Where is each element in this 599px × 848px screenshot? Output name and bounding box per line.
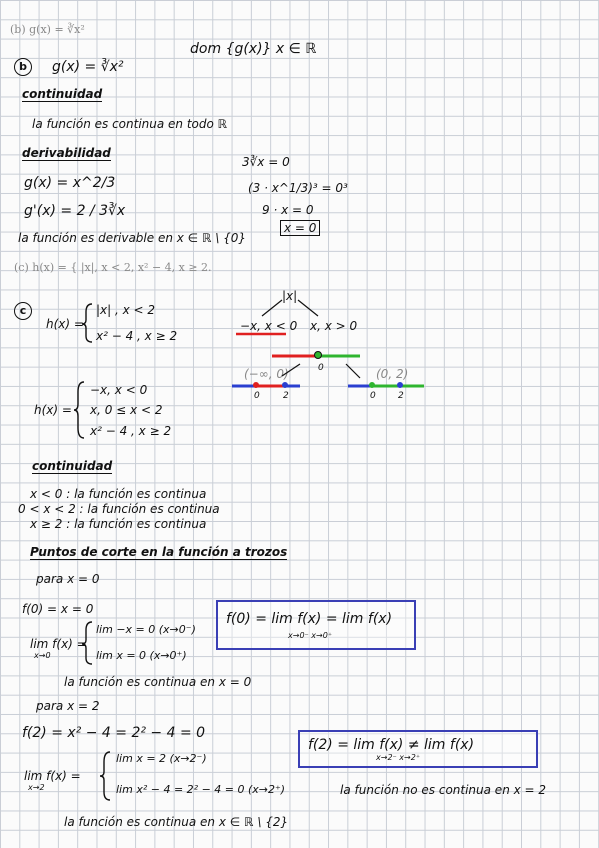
point-2-left — [282, 382, 288, 388]
lim-sub-2: x→2 — [28, 783, 45, 792]
lim-0-right: lim x = 0 (x→0⁺) — [96, 649, 187, 662]
h2-case-3: x² − 4 , x ≥ 2 — [90, 424, 172, 438]
lim-2-left: lim x = 2 (x→2⁻) — [116, 752, 207, 765]
point-2-right — [397, 382, 403, 388]
h2-case-2: x, 0 ≤ x < 2 — [90, 403, 163, 417]
abs-left-branch: −x, x < 0 — [240, 319, 298, 333]
abs-top-label: |x| — [282, 289, 298, 303]
continuity-case-2: 0 < x < 2 : la función es continua — [18, 502, 220, 516]
brace-h-def — [82, 304, 92, 342]
calc-line-4-boxed: x = 0 — [280, 222, 320, 234]
para-x0: para x = 0 — [36, 572, 100, 586]
continuity-heading-c: continuidad — [32, 459, 113, 473]
printed-part-c: (c) h(x) = { |x|, x < 2, x² − 4, x ≥ 2. — [14, 261, 212, 274]
h2-label: h(x) = — [34, 403, 72, 417]
box0-subscripts: x→0⁻ x→0⁺ — [288, 631, 333, 640]
continuous-at-0: la función es continua en x = 0 — [64, 675, 252, 689]
brace-lim-0 — [82, 622, 92, 664]
tick-0-left: 0 — [254, 391, 260, 401]
brace-lim-2 — [100, 752, 110, 800]
lim-sub-0: x→0 — [34, 651, 51, 660]
arrow-right — [298, 300, 318, 316]
box2-text: f(2) = lim f(x) ≠ lim f(x) — [308, 737, 475, 753]
cut-points-heading: Puntos de corte en la función a trozos — [30, 545, 288, 559]
tick-2-right: 2 — [398, 391, 404, 401]
lim-2-right: lim x² − 4 = 2² − 4 = 0 (x→2⁺) — [116, 783, 286, 796]
box2-subscripts: x→2⁻ x→2⁺ — [376, 753, 421, 762]
point-0-left — [253, 382, 259, 388]
not-continuous-at-2: la función no es continua en x = 2 — [340, 783, 547, 797]
part-b-marker: b — [14, 58, 32, 76]
domain-text: dom {g(x)} x ∈ ℝ — [190, 41, 317, 57]
final-conclusion: la función es continua en x ∈ ℝ \ {2} — [64, 815, 289, 829]
arrow-down-right — [346, 364, 360, 378]
abs-right-branch: x, x > 0 — [310, 319, 358, 333]
printed-part-b: (b) g(x) = ∛x² — [10, 23, 85, 36]
interval-left-label: (−∞, 0) — [244, 367, 289, 381]
calc-line-1: 3∛x = 0 — [242, 155, 290, 169]
tick-0-right: 0 — [370, 391, 376, 401]
g-function: g(x) = ∛x² — [52, 59, 124, 75]
f2-value: f(2) = x² − 4 = 2² − 4 = 0 — [22, 725, 206, 741]
calc-line-3: 9 · x = 0 — [262, 203, 314, 217]
box0-text: f(0) = lim f(x) = lim f(x) — [226, 611, 393, 627]
arrow-down-left — [282, 364, 300, 376]
para-x2: para x = 2 — [36, 699, 100, 713]
point-0-right — [369, 382, 375, 388]
point-0-top — [315, 352, 322, 359]
lim-label-0: lim f(x) = — [30, 637, 87, 651]
arrow-left — [262, 300, 282, 316]
h-label: h(x) = — [46, 317, 84, 331]
f0-value: f(0) = x = 0 — [22, 602, 94, 616]
lim-0-left: lim −x = 0 (x→0⁻) — [96, 623, 196, 636]
tick-0-top: 0 — [318, 363, 324, 373]
derivability-heading: derivabilidad — [22, 146, 111, 160]
h-case-2: x² − 4 , x ≥ 2 — [96, 329, 178, 343]
h2-case-1: −x, x < 0 — [90, 383, 148, 397]
calc-line-2: (3 · x^1/3)³ = 0³ — [248, 181, 348, 195]
interval-right-label: (0, 2) — [376, 367, 409, 381]
continuity-case-3: x ≥ 2 : la función es continua — [30, 517, 207, 531]
g-prime: g'(x) = 2 / 3∛x — [24, 203, 126, 219]
g-power: g(x) = x^2/3 — [24, 175, 116, 191]
continuity-heading-b: continuidad — [22, 87, 103, 101]
continuity-case-1: x < 0 : la función es continua — [30, 487, 207, 501]
continuity-text-b: la función es continua en todo ℝ — [32, 117, 228, 131]
h-case-1: |x| , x < 2 — [96, 303, 156, 317]
derivable-text: la función es derivable en x ∈ ℝ \ {0} — [18, 231, 247, 245]
tick-2-left: 2 — [283, 391, 289, 401]
lim-label-2: lim f(x) = — [24, 769, 81, 783]
part-c-marker: c — [14, 302, 32, 320]
brace-h2-def — [74, 382, 84, 438]
